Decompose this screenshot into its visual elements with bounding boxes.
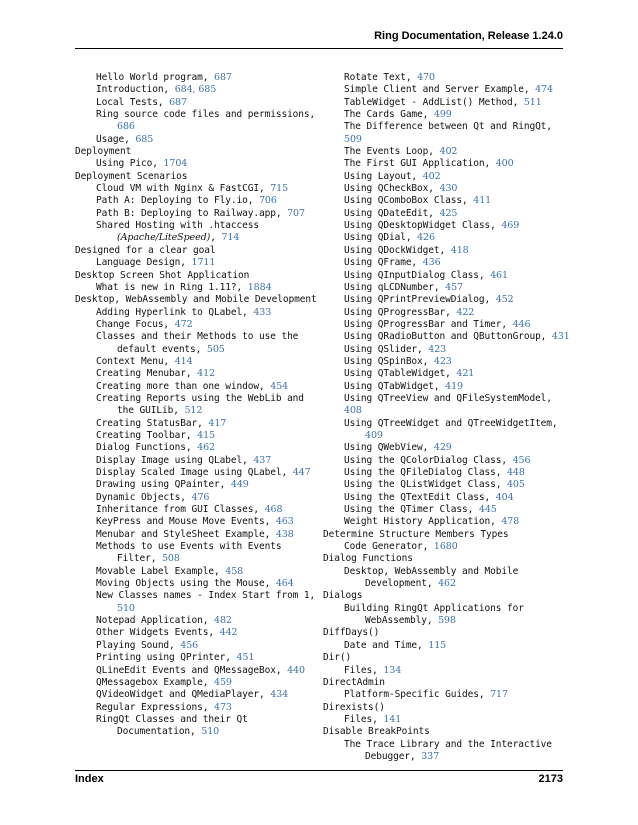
index-subentry <box>75 381 325 393</box>
page-link[interactable]: 437 <box>253 454 272 466</box>
running-header: Ring Documentation, Release 1.24.0 <box>374 30 563 42</box>
page-link[interactable]: 423 <box>433 355 452 367</box>
page-link[interactable]: 445 <box>478 504 497 516</box>
entry-text: Using the QListWidget Class, <box>344 479 507 491</box>
index-subentry <box>75 516 325 528</box>
index-subentry <box>323 739 573 764</box>
index-subentry <box>323 270 573 282</box>
entry-text: Methods to use Events with Events Filter, <box>96 541 282 565</box>
entry-text: Display Image using QLabel, <box>96 454 254 466</box>
index-subentry <box>75 307 325 319</box>
index-subentry <box>323 393 573 418</box>
index-term <box>323 702 573 714</box>
entry-text: Movable Label Example, <box>96 565 226 577</box>
entry-text: Using QTableWidget, <box>344 368 457 380</box>
entry-text: Creating Menubar, <box>96 368 198 380</box>
page-link[interactable]: 421 <box>456 368 475 380</box>
index-subentry <box>323 541 573 553</box>
index-subentry <box>75 109 325 134</box>
index-subentry <box>75 652 325 664</box>
page-link[interactable]: 448 <box>506 467 525 478</box>
entry-text: Using QCheckBox, <box>344 183 440 195</box>
entry-text: Dir() <box>323 652 352 664</box>
index-subentry <box>323 344 573 356</box>
entry-text: Using QComboBox Class, <box>344 195 474 207</box>
entry-text: Using QSlider, <box>344 343 429 355</box>
entry-text: Using Layout, <box>344 170 423 182</box>
page-link[interactable]: 431 <box>551 331 570 343</box>
page-link[interactable]: 459 <box>214 676 232 688</box>
index-subentry <box>75 430 325 442</box>
index-subentry <box>323 146 573 158</box>
page-link[interactable]: 505 <box>206 343 225 355</box>
entry-text: Local Tests, <box>96 96 170 108</box>
entry-text: Dialog Functions, <box>96 442 198 454</box>
entry-text: Simple Client and Server Example, <box>344 84 536 96</box>
index-subentry <box>323 516 573 528</box>
entry-text: Moving Objects using the Mouse, <box>96 578 276 590</box>
entry-text: Using the QTextEdit Class, <box>344 491 496 503</box>
index-subentry <box>75 97 325 109</box>
entry-text: Using QDateEdit, <box>344 207 440 219</box>
index-term <box>75 171 325 183</box>
page-link[interactable]: 408 <box>344 405 362 417</box>
index-subentry <box>323 603 573 628</box>
index-subentry <box>323 208 573 220</box>
entry-text: Context Menu, <box>96 355 175 367</box>
index-subentry <box>75 640 325 652</box>
entry-text: RingQt Classes and their Qt Documentation, <box>96 713 248 738</box>
index-subentry <box>75 702 325 714</box>
index-subentry <box>75 72 325 84</box>
entry-text: Cloud VM with Nginx & FastCGI, <box>96 183 271 195</box>
index-subentry <box>323 171 573 183</box>
page-link[interactable]: 440 <box>287 664 305 676</box>
index-subentry <box>75 677 325 689</box>
entry-text: DirectAdmin <box>323 676 385 688</box>
index-term <box>323 726 573 738</box>
index-term <box>75 146 325 158</box>
entry-text: Creating Toolbar, <box>96 429 198 441</box>
index-subentry <box>75 195 325 207</box>
page-link[interactable]: 468 <box>264 504 283 516</box>
entry-text: Creating more than one window, <box>96 380 271 392</box>
footer-section: Index <box>75 773 104 785</box>
entry-text: Weight History Application, <box>344 516 502 528</box>
entry-text: Adding Hyperlink to QLabel, <box>96 306 254 318</box>
entry-text: Desktop, WebAssembly and Mobile Development, <box>344 565 519 590</box>
page-link[interactable]: 1884 <box>247 281 272 293</box>
entry-text: Using QInputDialog Class, <box>344 269 491 281</box>
page-link[interactable]: 400 <box>495 158 514 170</box>
entry-text: Using QDesktopWidget Class, <box>344 220 502 232</box>
entry-text: Files, <box>344 664 384 676</box>
entry-text: Using QProgressBar and Timer, <box>344 318 513 330</box>
index-subentry <box>75 442 325 454</box>
entry-text: QVideoWidget and QMediaPlayer, <box>96 689 271 701</box>
page-link[interactable]: 508 <box>161 553 180 565</box>
entry-text: Files, <box>344 713 384 725</box>
page-link[interactable]: 687 <box>169 96 187 108</box>
index-term <box>323 553 573 565</box>
page-link[interactable]: 423 <box>428 343 447 355</box>
index-subentry <box>323 257 573 269</box>
entry-text: Classes and their Methods to use the default events, <box>96 331 299 355</box>
index-subentry <box>75 504 325 516</box>
page-link[interactable]: 447 <box>292 467 311 478</box>
page-link[interactable]: 511 <box>523 96 542 108</box>
entry-text: Determine Structure Members Types <box>323 528 509 540</box>
index-subentry <box>323 418 573 443</box>
page-link[interactable]: 442 <box>219 627 238 639</box>
entry-text: TableWidget - AddList() Method, <box>344 96 524 108</box>
entry-text: Using QSpinBox, <box>344 355 434 367</box>
index-subentry <box>323 282 573 294</box>
page-link[interactable]: 411 <box>473 195 492 207</box>
page-link[interactable]: 456 <box>512 454 531 466</box>
index-subentry <box>75 368 325 380</box>
entry-text: The Events Loop, <box>344 146 440 158</box>
page-link[interactable]: 337 <box>421 750 440 762</box>
entry-text: Using QTabWidget, <box>344 380 446 392</box>
index-subentry <box>323 356 573 368</box>
entry-text: Date and Time, <box>344 639 429 651</box>
page-link[interactable]: 414 <box>174 355 193 367</box>
index-subentry <box>323 442 573 454</box>
index-subentry <box>323 232 573 244</box>
entry-text: Using QDockWidget, <box>344 244 451 256</box>
page-link[interactable]: 418 <box>450 244 469 256</box>
page-link[interactable]: 715 <box>270 183 289 195</box>
page-link[interactable]: 685 <box>135 133 154 145</box>
page-link[interactable]: 422 <box>456 306 475 318</box>
index-subentry <box>323 72 573 84</box>
entry-text: Change Focus, <box>96 318 175 330</box>
page-link[interactable]: 470 <box>417 72 435 83</box>
page-link[interactable]: 707 <box>287 207 305 219</box>
index-subentry <box>323 665 573 677</box>
footer-page-number: 2173 <box>538 773 563 785</box>
entry-text: Dynamic Objects, <box>96 491 192 503</box>
index-subentry <box>75 418 325 430</box>
entry-text: Other Widgets Events, <box>96 627 220 639</box>
index-subentry <box>323 121 573 146</box>
page-link[interactable]: 446 <box>512 318 531 330</box>
index-subentry <box>75 627 325 639</box>
index-subentry <box>75 665 325 677</box>
index-subentry <box>75 319 325 331</box>
page-link[interactable]: 509 <box>344 133 362 145</box>
entry-text: Dialogs <box>323 590 363 602</box>
index-subentry <box>323 566 573 591</box>
index-term <box>323 677 573 689</box>
index-subentry <box>323 381 573 393</box>
page-link[interactable]: 141 <box>383 713 402 725</box>
entry-text: Desktop Screen Shot Application <box>75 269 250 281</box>
page-link[interactable]: 462 <box>197 442 215 454</box>
page-link[interactable]: 434 <box>270 689 289 701</box>
page-link[interactable]: 462 <box>438 578 456 590</box>
index-subentry <box>75 467 325 479</box>
index-column-left <box>75 72 325 739</box>
index-subentry <box>323 479 573 491</box>
entry-text: Using the QTimer Class, <box>344 504 479 516</box>
index-subentry <box>75 714 325 739</box>
index-term <box>75 270 325 282</box>
entry-text: KeyPress and Mouse Move Events, <box>96 516 276 528</box>
page-link[interactable]: 451 <box>236 652 255 664</box>
page-link[interactable]: 1711 <box>191 257 216 269</box>
entry-text: Using QWebView, <box>344 442 434 454</box>
entry-text: Code Generator, <box>344 541 434 553</box>
index-subentry <box>323 504 573 516</box>
entry-text: Usage, <box>96 133 136 145</box>
entry-text: Inheritance from GUI Classes, <box>96 504 265 516</box>
index-subentry <box>75 689 325 701</box>
page-link[interactable]: 402 <box>422 170 441 182</box>
page-link[interactable]: 449 <box>230 479 249 491</box>
page-link[interactable]: 714 <box>221 232 240 244</box>
entry-text: Using qLCDNumber, <box>344 281 446 293</box>
index-subentry <box>75 615 325 627</box>
index-subentry <box>75 529 325 541</box>
entry-text: Shared Hosting with .htaccess <box>96 220 259 232</box>
entry-text: Creating StatusBar, <box>96 417 209 429</box>
index-subentry <box>323 467 573 479</box>
entry-text: DiffDays() <box>323 627 380 639</box>
separator: , <box>210 232 222 244</box>
index-column-right <box>323 72 573 763</box>
page-link[interactable]: 510 <box>201 726 220 738</box>
index-term <box>323 590 573 602</box>
page-link[interactable]: 134 <box>383 664 402 676</box>
index-subentry <box>323 331 573 343</box>
page-link[interactable]: 687 <box>214 72 232 83</box>
entry-text: Building RingQt Applications for WebAssembly, <box>344 602 524 627</box>
index-subentry <box>75 356 325 368</box>
entry-text: Rotate Text, <box>344 72 418 83</box>
page-link[interactable]: 473 <box>214 701 232 713</box>
page-link[interactable]: 469 <box>501 220 520 232</box>
index-term <box>323 529 573 541</box>
index-subentry <box>323 492 573 504</box>
index-subentry <box>75 479 325 491</box>
index-subentry <box>323 368 573 380</box>
entry-text: Language Design, <box>96 257 192 269</box>
page-link[interactable]: 598 <box>438 615 456 627</box>
entry-text: Direxists() <box>323 701 385 713</box>
page-link[interactable]: 115 <box>428 639 447 651</box>
index-subentry <box>75 158 325 170</box>
index-subentry <box>323 220 573 232</box>
page-link[interactable]: 430 <box>439 183 458 195</box>
index-subentry <box>75 331 325 356</box>
entry-text: Using Pico, <box>96 158 164 170</box>
index-subentry <box>323 307 573 319</box>
entry-text: The Difference between Qt and RingQt, <box>344 121 552 133</box>
page-link[interactable]: 415 <box>197 429 215 441</box>
index-subentry <box>323 455 573 467</box>
index-subentry <box>323 714 573 726</box>
page-link[interactable]: 499 <box>433 109 452 121</box>
index-subentry <box>323 689 573 701</box>
entry-text: Using QTreeWidget and QTreeWidgetItem, <box>344 417 558 429</box>
index-subentry <box>323 97 573 109</box>
page-link[interactable]: 405 <box>506 479 525 491</box>
page-link[interactable]: 425 <box>439 207 458 219</box>
index-subentry <box>75 393 325 418</box>
entry-text: Using the QColorDialog Class, <box>344 454 513 466</box>
page-link[interactable]: 438 <box>275 528 294 540</box>
page-link[interactable]: 510 <box>117 602 135 614</box>
page-link[interactable]: 412 <box>197 368 215 380</box>
entry-text: Deployment Scenarios <box>75 170 188 182</box>
page-link[interactable]: 1680 <box>433 541 458 553</box>
footer-rule <box>75 770 563 771</box>
page-link[interactable]: 456 <box>180 639 199 651</box>
entry-text: The First GUI Application, <box>344 158 496 170</box>
entry-text: Designed for a clear goal <box>75 244 216 256</box>
index-subentry <box>75 590 325 615</box>
entry-text: Dialog Functions <box>323 553 413 565</box>
entry-text: Ring source code files and permissions, <box>96 109 316 121</box>
entry-text: Using QPrintPreviewDialog, <box>344 294 496 306</box>
index-subentry <box>323 183 573 195</box>
entry-text: Notepad Application, <box>96 615 215 627</box>
page-link[interactable]: 686 <box>117 121 135 133</box>
index-subentry <box>75 282 325 294</box>
index-subentry <box>323 195 573 207</box>
entry-text: Deployment <box>75 146 132 158</box>
index-subentry <box>75 220 325 245</box>
index-subentry <box>323 109 573 121</box>
page-link[interactable]: 426 <box>417 232 435 244</box>
entry-text: Desktop, WebAssembly and Mobile Development <box>75 294 317 306</box>
entry-text: Using the QFileDialog Class, <box>344 467 507 478</box>
index-term <box>323 652 573 664</box>
entry-text: Display Scaled Image using QLabel, <box>96 467 293 478</box>
index-subentry <box>323 294 573 306</box>
index-term <box>75 245 325 257</box>
index-subentry <box>323 84 573 96</box>
page-link[interactable]: 464 <box>275 578 294 590</box>
entry-text: The Cards Game, <box>344 109 434 121</box>
entry-text: Platform-Specific Guides, <box>344 689 491 701</box>
entry-italic-text: (Apache/LiteSpeed) <box>117 232 211 244</box>
page-link[interactable]: 706 <box>258 195 277 207</box>
page-link[interactable]: 476 <box>191 491 210 503</box>
index-subentry <box>75 257 325 269</box>
index-subentry <box>75 541 325 566</box>
page-link[interactable]: 512 <box>184 405 203 417</box>
entry-text: QLineEdit Events and QMessageBox, <box>96 664 288 676</box>
page-link[interactable]: 474 <box>535 84 553 96</box>
page-link[interactable]: 429 <box>433 442 452 454</box>
entry-text: Playing Sound, <box>96 639 181 651</box>
index-subentry <box>75 455 325 467</box>
entry-text: Printing using QPrinter, <box>96 652 237 664</box>
index-term <box>75 294 325 306</box>
index-subentry <box>323 319 573 331</box>
entry-text: Regular Expressions, <box>96 701 215 713</box>
entry-text: Using QTreeView and QFileSystemModel, <box>344 392 552 404</box>
index-subentry <box>75 183 325 195</box>
entry-text: Using QRadioButton and QButtonGroup, <box>344 331 552 343</box>
page-link[interactable]: 482 <box>214 615 232 627</box>
entry-text: QMessagebox Example, <box>96 676 215 688</box>
entry-text: Drawing using QPainter, <box>96 479 231 491</box>
page-link[interactable]: 402 <box>439 146 458 158</box>
entry-text: Using QDial, <box>344 232 418 244</box>
index-subentry <box>75 208 325 220</box>
index-subentry <box>75 134 325 146</box>
entry-text: What is new in Ring 1.11?, <box>96 281 248 293</box>
index-subentry <box>323 158 573 170</box>
entry-text: Introduction, <box>96 84 175 96</box>
entry-text: Menubar and StyleSheet Example, <box>96 528 276 540</box>
page-link[interactable]: 684, 685 <box>174 84 217 96</box>
page-link[interactable]: 472 <box>174 318 193 330</box>
page-link[interactable]: 461 <box>490 269 508 281</box>
index-subentry <box>75 566 325 578</box>
index-term <box>323 627 573 639</box>
entry-text: New Classes names - Index Start from 1, <box>96 590 316 602</box>
page-link[interactable]: 457 <box>445 281 463 293</box>
index-subentry <box>75 492 325 504</box>
page-link[interactable]: 436 <box>422 257 441 269</box>
entry-text: Path B: Deploying to Railway.app, <box>96 207 288 219</box>
page-link[interactable]: 478 <box>501 516 520 528</box>
header-rule <box>75 48 563 49</box>
page-link[interactable]: 463 <box>275 516 294 528</box>
entry-text: Using QFrame, <box>344 257 423 269</box>
entry-text: Disable BreakPoints <box>323 726 430 738</box>
page-link[interactable]: 454 <box>270 380 289 392</box>
page-link[interactable]: 419 <box>445 380 463 392</box>
page-link[interactable]: 409 <box>365 429 383 441</box>
page-link[interactable]: 404 <box>495 491 514 503</box>
entry-text: The Trace Library and the Interactive Debugger, <box>344 738 552 762</box>
page-link[interactable]: 1704 <box>163 158 188 170</box>
page-link[interactable]: 458 <box>225 565 244 577</box>
index-subentry <box>323 245 573 257</box>
index-subentry <box>323 640 573 652</box>
page-link[interactable]: 417 <box>208 417 227 429</box>
entry-text: Creating Reports using the WebLib and the GUILib, <box>96 392 304 417</box>
entry-text: Hello World program, <box>96 72 215 83</box>
index-subentry <box>75 84 325 96</box>
page-link[interactable]: 717 <box>490 689 508 701</box>
page-link[interactable]: 452 <box>495 294 514 306</box>
entry-text: Using QProgressBar, <box>344 306 457 318</box>
entry-text: Path A: Deploying to Fly.io, <box>96 195 259 207</box>
page-link[interactable]: 433 <box>253 306 272 318</box>
index-subentry <box>75 578 325 590</box>
